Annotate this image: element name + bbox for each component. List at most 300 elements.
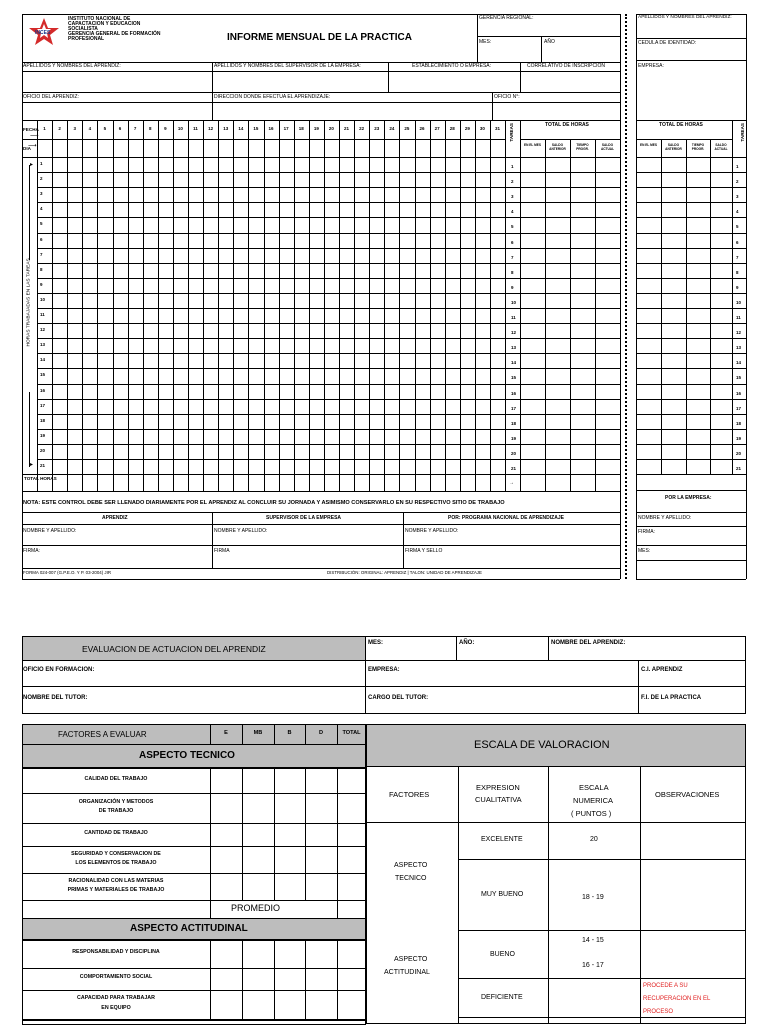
grid-line <box>37 414 620 415</box>
promedio-row <box>22 900 366 919</box>
grid-line <box>636 444 746 445</box>
grid-line <box>173 120 174 491</box>
total-arrow-icon: → <box>509 480 514 487</box>
talon-row-number: 15 <box>736 375 742 381</box>
inces-logo <box>27 17 61 47</box>
grid-line <box>636 323 746 324</box>
day-number: 16 <box>268 126 274 131</box>
tarea-number: 16 <box>511 390 517 396</box>
day-number: 17 <box>283 126 289 131</box>
tarea-number: 5 <box>511 224 514 230</box>
grid-line <box>636 368 746 369</box>
grid-line <box>686 139 687 474</box>
grid-line <box>636 187 746 188</box>
establecimiento-label[interactable]: ESTABLECIMIENTO O EMPRESA: <box>412 63 491 69</box>
grid-line <box>520 139 620 140</box>
grid-line <box>636 202 746 203</box>
grid-line <box>636 278 746 279</box>
row-number: 15 <box>40 372 46 378</box>
talon-row-number: 17 <box>736 405 742 411</box>
grid-line <box>570 139 571 491</box>
recuperacion-2: RECUPERACION EN EL <box>643 996 711 1002</box>
side-bracket-line <box>29 165 30 260</box>
grid-line <box>636 414 746 415</box>
day-number: 28 <box>449 126 455 131</box>
row-number: 20 <box>40 447 46 453</box>
grid-line <box>309 120 310 491</box>
grid-line <box>82 120 83 491</box>
escala-tecnico-1: ASPECTO <box>394 862 428 869</box>
day-number: 3 <box>73 126 76 131</box>
sig-programa-firma[interactable]: FIRMA Y SELLO <box>405 548 443 554</box>
eval-empresa[interactable]: EMPRESA: <box>368 667 400 673</box>
grid-line <box>210 768 211 793</box>
grid-line <box>636 263 746 264</box>
grid-line <box>636 157 746 158</box>
talon-row-number: 12 <box>736 330 742 336</box>
grid-line <box>143 120 144 491</box>
talon-row-number: 1 <box>736 164 739 169</box>
factor-label: COMPORTAMIENTO SOCIAL <box>79 974 153 980</box>
grid-line <box>636 338 746 339</box>
row-number: 9 <box>40 281 43 287</box>
grid-line <box>37 263 620 264</box>
grid-line <box>188 120 189 491</box>
day-number: 26 <box>419 126 425 131</box>
institute-line: PROFESIONAL <box>68 36 105 42</box>
grid-line <box>274 968 275 990</box>
grid-line <box>595 139 596 491</box>
grid-line <box>210 900 211 919</box>
talon-row-number: 4 <box>736 209 739 215</box>
grid-line <box>369 120 370 491</box>
grid-line <box>210 793 211 823</box>
escala-observaciones: OBSERVACIONES <box>655 790 720 799</box>
grid-line <box>37 233 620 234</box>
fecha-label: FECHA <box>23 127 39 132</box>
talon-mes[interactable]: MES: <box>638 548 651 554</box>
grid-line <box>337 793 338 823</box>
tarea-number: 8 <box>511 269 514 275</box>
tarea-number: 12 <box>511 330 517 336</box>
tarea-number: 6 <box>511 239 514 245</box>
day-number: 18 <box>298 126 304 131</box>
grid-line <box>337 940 338 968</box>
grid-line <box>242 990 243 1020</box>
grid-line <box>242 846 243 873</box>
grid-line <box>37 217 620 218</box>
eval-cargo[interactable]: CARGO DEL TUTOR: <box>368 695 429 701</box>
tarea-number: 1 <box>511 164 514 169</box>
tarea-number: 21 <box>511 466 517 471</box>
talon-row-number: 10 <box>736 299 742 305</box>
apellidos-aprendiz-label[interactable]: APELLIDOS Y NOMBRES DEL APRENDIZ: <box>23 63 121 69</box>
grid-line <box>732 120 733 474</box>
tarea-number: 7 <box>511 254 514 260</box>
day-number: 30 <box>479 126 485 131</box>
grid-line <box>661 139 662 474</box>
grid-line <box>399 120 400 491</box>
institute-line: SOCIALISTA <box>68 26 98 32</box>
row-number: 10 <box>40 296 46 302</box>
grid-line <box>636 429 746 430</box>
tarea-number: 13 <box>511 345 517 351</box>
grid-line <box>37 399 620 400</box>
talon-row-number: 11 <box>736 315 741 320</box>
grid-line <box>274 823 275 846</box>
escala-muy-bueno-val: 18 - 19 <box>582 894 604 901</box>
factor-col-header: MB <box>253 730 263 736</box>
grid-line <box>337 990 338 1020</box>
talon-subheader: TIEMPO PROGR. <box>691 143 705 151</box>
grid-line <box>37 429 620 430</box>
apellidos-supervisor-label[interactable]: APELLIDOS Y NOMBRES DEL SUPERVISOR DE LA EMPRESA: <box>214 63 361 69</box>
distribucion-text: DISTRIBUCIÓN: ORIGINAL: APRENDIZ | TALON: UNIDAD DE APRENDIZAJE <box>327 570 482 575</box>
talon-subheader: SALDO ANTERIOR <box>665 143 682 151</box>
grid-line <box>490 120 491 491</box>
grid-line <box>430 120 431 491</box>
grid-line <box>37 293 620 294</box>
grid-line <box>636 233 746 234</box>
day-number: 4 <box>88 126 92 131</box>
escala-excelente-val: 20 <box>590 836 598 843</box>
escala-bueno-val2: 16 - 17 <box>582 962 604 969</box>
grid-line <box>274 768 275 793</box>
gerencia-label: GERENCIA REGIONAL: <box>479 15 534 21</box>
grid-line <box>274 846 275 873</box>
grid-line <box>37 474 620 475</box>
row-number: 21 <box>40 463 46 468</box>
talon-apellidos[interactable]: APELLIDOS Y NOMBRES DEL APRENDIZ: <box>638 15 732 20</box>
day-number: 12 <box>208 126 214 131</box>
grid-line <box>210 968 211 990</box>
talon-cedula[interactable]: CEDULA DE IDENTIDAD: <box>638 40 697 46</box>
escala-expresion-1: EXPRESION <box>476 783 520 792</box>
grid-line <box>37 248 620 249</box>
row-number: 3 <box>40 191 43 197</box>
talon-subheader: SALDO ACTUAL <box>714 143 728 151</box>
grid-line <box>305 968 306 990</box>
recuperacion-1: PROCEDE A SU <box>643 983 688 989</box>
row-number: 18 <box>40 417 46 423</box>
escala-actitudinal-2: ACTITUDINAL <box>384 969 430 976</box>
grid-line <box>294 120 295 491</box>
grid-line <box>274 940 275 968</box>
forma-code: FORMA 024-007 (G.P.E.O. Y P. 03-2004) JIR <box>23 570 112 575</box>
factor-row <box>22 1019 366 1025</box>
escala-bueno-val1: 14 - 15 <box>582 937 604 944</box>
eval-anio[interactable]: AÑO: <box>459 640 475 646</box>
eval-ci[interactable]: C.I. APRENDIZ <box>641 667 683 673</box>
total-subheader: SALDO ANTERIOR <box>549 143 566 151</box>
grid-line <box>305 768 306 793</box>
grid-line <box>37 384 620 385</box>
day-number: 29 <box>464 126 470 131</box>
grid-line <box>636 384 746 385</box>
factor-label: LOS ELEMENTOS DE TRABAJO <box>75 859 157 866</box>
day-number: 8 <box>148 126 152 131</box>
day-number: 24 <box>389 126 395 131</box>
day-number: 31 <box>495 126 501 131</box>
grid-line <box>384 120 385 491</box>
eval-oficio[interactable]: OFICIO EN FORMACION: <box>23 667 95 673</box>
row-number: 13 <box>40 342 46 348</box>
factor-label: SEGURIDAD Y CONSERVACION DE <box>71 850 161 857</box>
sig-aprendiz-header: APRENDIZ <box>102 515 128 521</box>
sig-supervisor-firma[interactable]: FIRMA <box>214 548 230 554</box>
row-number: 4 <box>40 206 43 212</box>
talon-row-number: 18 <box>736 420 742 426</box>
grid-line <box>37 308 620 309</box>
day-number: 5 <box>103 126 107 131</box>
grid-line <box>636 308 746 309</box>
tarea-number: 18 <box>511 420 517 426</box>
talon-row-number: 5 <box>736 224 739 230</box>
form-title: INFORME MENSUAL DE LA PRACTICA <box>227 32 412 43</box>
tarea-number: 17 <box>511 405 517 411</box>
tarea-number: 14 <box>511 360 517 366</box>
grid-line <box>305 990 306 1020</box>
escala-muy-bueno: MUY BUENO <box>481 891 524 898</box>
grid-line <box>337 768 338 793</box>
talon-row-number: 21 <box>736 466 742 471</box>
grid-line <box>158 120 159 491</box>
grid-line <box>305 873 306 900</box>
grid-line <box>210 823 211 846</box>
logo-text: INCES <box>35 30 51 36</box>
dia-label: DIA <box>23 146 31 151</box>
row-number: 7 <box>40 251 43 257</box>
factor-label: CAPACIDAD PARA TRABAJAR <box>77 995 155 1001</box>
day-number: 27 <box>434 126 440 131</box>
talon-row-number: 8 <box>736 269 739 275</box>
grid-line <box>37 172 620 173</box>
day-number: 1 <box>43 126 46 131</box>
bracket-arrow-icon: ▸ <box>30 162 34 168</box>
talon-row-number: 16 <box>736 390 742 396</box>
oficio-aprendiz-label[interactable]: OFICIO DEL APRENDIZ: <box>23 94 79 100</box>
grid-line <box>264 120 265 491</box>
grid-line <box>305 793 306 823</box>
eval-mes[interactable]: MES: <box>368 640 383 646</box>
grid-line <box>210 990 211 1020</box>
escala-escala-3: ( PUNTOS ) <box>571 809 612 818</box>
tarea-number: 4 <box>511 209 514 215</box>
grid-line <box>210 940 211 968</box>
eval-fi[interactable]: F.I. DE LA PRACTICA <box>641 695 702 701</box>
talon-row-number: 6 <box>736 239 739 245</box>
factor-label: CALIDAD DEL TRABAJO <box>84 776 148 782</box>
tarea-number: 19 <box>511 435 517 441</box>
escala-excelente: EXCELENTE <box>481 836 523 843</box>
grid-line <box>337 823 338 846</box>
grid-line <box>274 873 275 900</box>
tareas-label: TAREAS <box>508 123 514 142</box>
arrow-icon: ⟶ <box>30 133 39 139</box>
day-number: 25 <box>404 126 410 131</box>
escala-escala-1: ESCALA <box>579 783 609 792</box>
day-number: 9 <box>164 126 167 131</box>
grid-line <box>636 172 746 173</box>
talon-subheader: EN EL MES <box>639 143 658 147</box>
grid-line <box>545 139 546 491</box>
sig-aprendiz-firma[interactable]: FIRMA: <box>23 548 40 554</box>
sig-supervisor-nombre[interactable]: NOMBRE Y APELLIDO: <box>214 528 268 534</box>
grid-line <box>37 202 620 203</box>
day-number: 7 <box>133 126 137 131</box>
escala-expresion-2: CUALITATIVA <box>475 795 522 804</box>
grid-line <box>305 823 306 846</box>
tarea-number: 10 <box>511 299 517 305</box>
correlativo-label[interactable]: CORRELATIVO DE INSCRIPCION <box>527 63 605 69</box>
escala-tecnico-2: TECNICO <box>395 875 427 882</box>
grid-line <box>233 120 234 491</box>
grid-line <box>37 323 620 324</box>
talon-empresa[interactable]: EMPRESA: <box>638 63 664 69</box>
talon-row-number: 7 <box>736 254 739 260</box>
day-number: 21 <box>344 126 350 131</box>
grid-line <box>37 368 620 369</box>
day-number: 20 <box>328 126 334 131</box>
direccion-label[interactable]: DIRECCION DONDE EFECTUA EL APRENDIZAJE: <box>214 94 331 100</box>
tarea-number: 11 <box>511 315 516 320</box>
row-number: 6 <box>40 236 43 242</box>
grid-line <box>337 968 338 990</box>
grid-line <box>710 139 711 474</box>
total-de-horas-label: TOTAL DE HORAS <box>545 122 589 128</box>
grid-line <box>475 120 476 491</box>
sig-supervisor-header: SUPERVISOR DE LA EMPRESA <box>266 515 342 521</box>
nota-text: NOTA: ESTE CONTROL DEBE SER LLENADO DIARIAMENTE POR EL APRENDIZ AL CONCLUIR SU JORNADA Y ASIMISMO CONSERVARLO EN SU RESPECTIVO SITIO DE TRABAJO <box>23 500 505 506</box>
grid-line <box>339 120 340 491</box>
talon-nombre[interactable]: NOMBRE Y APELLIDO: <box>638 515 692 521</box>
grid-line <box>37 444 620 445</box>
grid-line <box>203 120 204 491</box>
tarea-number: 20 <box>511 450 517 456</box>
anio-label: AÑO <box>544 39 555 45</box>
talon-row-number: 3 <box>736 194 739 200</box>
sig-aprendiz-nombre[interactable]: NOMBRE Y APELLIDO: <box>23 528 77 534</box>
mes-label: MES: <box>479 39 492 45</box>
grid-line <box>242 873 243 900</box>
talon-tareas-label: TAREAS <box>739 123 745 142</box>
grid-line <box>22 491 620 492</box>
grid-line <box>113 120 114 491</box>
grid-line <box>460 120 461 491</box>
talon-firma[interactable]: FIRMA: <box>638 529 655 535</box>
day-number: 22 <box>359 126 365 131</box>
factor-col-header: D <box>318 730 324 736</box>
row-number: 12 <box>40 327 46 333</box>
factor-col-header: E <box>224 730 228 736</box>
factor-col-header: B <box>287 730 292 736</box>
grid-line <box>37 120 38 491</box>
escala-bueno: BUENO <box>490 951 515 958</box>
grid-line <box>97 120 98 491</box>
grid-line <box>274 990 275 1020</box>
talon-row-number: 14 <box>736 360 742 366</box>
factor-label: RESPONSABILIDAD Y DISCIPLINA <box>72 949 160 955</box>
day-number: 10 <box>177 126 183 131</box>
grid-line <box>242 968 243 990</box>
eval-nombre-aprendiz[interactable]: NOMBRE DEL APRENDIZ: <box>551 640 626 646</box>
tarea-number: 15 <box>511 375 517 381</box>
side-label: HORAS TRABAJADAS EN LAS TAREAS <box>26 258 32 347</box>
total-subheader: EN EL MES <box>523 143 542 147</box>
institute-line: GERENCIA GENERAL DE FORMACIÓN <box>68 31 161 37</box>
grid-line <box>636 248 746 249</box>
day-number: 11 <box>193 126 198 131</box>
grid-line <box>337 846 338 873</box>
talon-row-number: 19 <box>736 435 742 441</box>
recuperacion-3: PROCESO <box>643 1009 674 1015</box>
day-number: 14 <box>238 126 244 131</box>
grid-line <box>37 353 620 354</box>
factor-label: PRIMAS Y MATERIALES DE TRABAJO <box>67 886 165 893</box>
grid-line <box>218 120 219 491</box>
aspecto-tecnico-label: ASPECTO TECNICO <box>139 750 235 761</box>
day-number: 6 <box>118 126 122 131</box>
bracket-arrow-icon: ▸ <box>30 462 34 468</box>
grid-line <box>520 120 521 491</box>
institute-line: CAPACTACION Y EDUCACION <box>68 21 141 27</box>
grid-line <box>636 217 746 218</box>
eval-tutor[interactable]: NOMBRE DEL TUTOR: <box>23 695 88 701</box>
factores-header: FACTORES A EVALUAR <box>58 730 147 739</box>
day-number: 23 <box>374 126 380 131</box>
escala-deficiente: DEFICIENTE <box>481 994 523 1001</box>
factor-label: ORGANIZACIÓN Y METODOS <box>78 799 154 805</box>
factor-label: DE TRABAJO <box>98 808 134 814</box>
tarea-number: 2 <box>511 179 514 185</box>
grid-line <box>128 120 129 491</box>
total-horas-label: TOTAL HORAS <box>24 476 57 482</box>
grid-line <box>67 120 68 491</box>
grid-line <box>52 120 53 491</box>
grid-line <box>37 459 620 460</box>
total-subheader: SALDO ACTUAL <box>600 143 615 151</box>
sig-programa-nombre[interactable]: NOMBRE Y APELLIDO: <box>405 528 459 534</box>
factor-col-header: TOTAL <box>342 730 361 736</box>
grid-line <box>242 940 243 968</box>
row-number: 14 <box>40 357 46 363</box>
grid-line <box>636 459 746 460</box>
institute-line: INSTITUTO NACIONAL DE <box>68 16 131 22</box>
grid-line <box>242 823 243 846</box>
grid-line <box>279 120 280 491</box>
side-bracket-line <box>29 392 30 467</box>
row-number: 2 <box>40 176 43 182</box>
talon-total-label: TOTAL DE HORAS <box>659 122 703 128</box>
grid-line <box>37 278 620 279</box>
oficio-no-label[interactable]: OFICIO N°: <box>494 94 520 100</box>
total-subheader: TIEMPO PROGR. <box>576 143 589 151</box>
arrow-icon: ⟶ <box>28 143 37 149</box>
row-number: 16 <box>40 387 46 393</box>
grid-line <box>242 768 243 793</box>
talon-row-number: 9 <box>736 284 739 290</box>
grid-line <box>22 474 37 475</box>
grid-line <box>242 793 243 823</box>
row-number: 5 <box>40 221 43 227</box>
tarea-number: 3 <box>511 194 514 200</box>
grid-line <box>37 338 620 339</box>
sig-programa-header: POR: PROGRAMA NACIONAL DE APRENDIZAJE <box>448 515 564 521</box>
tarea-number: 9 <box>511 284 514 290</box>
escala-actitudinal-1: ASPECTO <box>394 956 428 963</box>
escala-title: ESCALA DE VALORACION <box>474 739 610 751</box>
grid-line <box>274 793 275 823</box>
